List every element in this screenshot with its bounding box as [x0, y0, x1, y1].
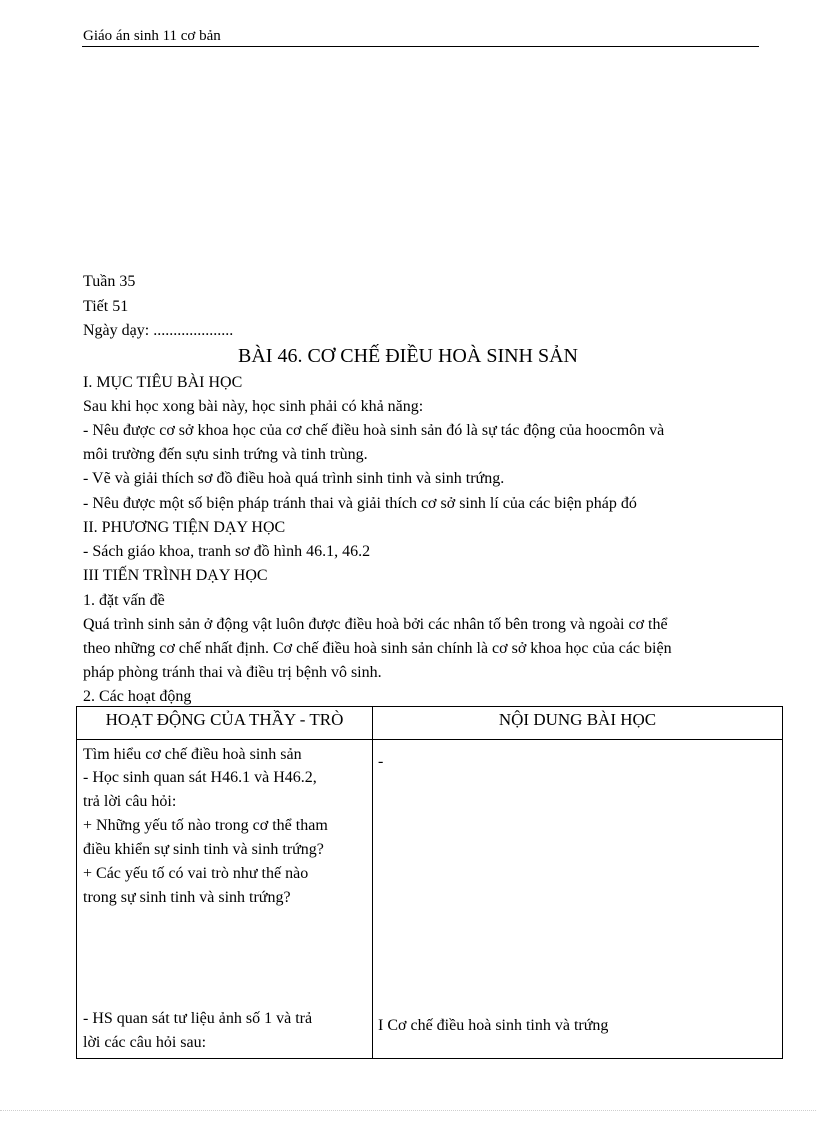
cell-text-line: I Cơ chế điều hoà sinh tinh và trứng	[378, 1017, 609, 1034]
body-text-line: - Vẽ và giải thích sơ đồ điều hoà quá trình sinh tinh và sinh trứng.	[83, 470, 505, 487]
table-header-activities: HOẠT ĐỘNG CỦA THẦY - TRÒ	[77, 707, 373, 740]
activities-cell	[77, 740, 373, 1059]
cell-text-line: - Học sinh quan sát H46.1 và H46.2,	[83, 769, 317, 786]
body-text-line: - Nêu được một số biện pháp tránh thai và giải thích cơ sở sinh lí của các biện pháp đó	[83, 495, 637, 512]
header-rule	[82, 46, 759, 47]
section-materials-heading: II. PHƯƠNG TIỆN DẠY HỌC	[83, 519, 286, 536]
body-text-line: pháp phòng tránh thai và điều trị bệnh vô sinh.	[83, 664, 382, 681]
week-label: Tuần 35	[83, 273, 136, 290]
date-label: Ngày dạy: ....................	[83, 322, 234, 339]
cell-text-line: điều khiển sự sinh tinh và sinh trứng?	[83, 841, 324, 858]
table-header-content: NỘI DUNG BÀI HỌC	[373, 707, 783, 740]
cell-text-line: trong sự sinh tinh và sinh trứng?	[83, 889, 291, 906]
section-process-heading: III TIẾN TRÌNH DẠY HỌC	[83, 567, 268, 584]
cell-text-line: trả lời câu hỏi:	[83, 793, 177, 810]
content-cell	[373, 740, 783, 1059]
cell-text-line: - HS quan sát tư liệu ảnh số 1 và trả	[83, 1010, 313, 1027]
subsection-heading: 1. đặt vấn đề	[83, 592, 165, 609]
cell-text-line: + Những yếu tố nào trong cơ thể tham	[83, 817, 328, 834]
table-row	[77, 740, 783, 1059]
lesson-table	[76, 706, 783, 1059]
body-text-line: - Sách giáo khoa, tranh sơ đồ hình 46.1, 46.2	[83, 543, 371, 560]
subsection-heading: 2. Các hoạt động	[83, 688, 192, 705]
body-text-line: Sau khi học xong bài này, học sinh phải có khả năng:	[83, 398, 424, 415]
section-objectives-heading: I. MỤC TIÊU BÀI HỌC	[83, 374, 243, 391]
period-label: Tiết 51	[83, 298, 129, 315]
body-text-line: Quá trình sinh sản ở động vật luôn được điều hoà bởi các nhân tố bên trong và ngoài cơ thể	[83, 616, 668, 633]
body-text-line: - Nêu được cơ sở khoa học của cơ chế điều hoà sinh sản đó là sự tác động của hoocmôn và	[83, 422, 665, 439]
cell-text-line: -	[378, 753, 384, 770]
cell-text-line: Tìm hiểu cơ chế điều hoà sinh sản	[83, 746, 302, 763]
header-text: Giáo án sinh 11 cơ bản	[83, 28, 221, 44]
cell-text-line: lời các câu hỏi sau:	[83, 1034, 207, 1051]
lesson-title: BÀI 46. CƠ CHẾ ĐIỀU HOÀ SINH SẢN	[238, 345, 578, 367]
body-text-line: theo những cơ chế nhất định. Cơ chế điều hoà sinh sản chính là cơ sở khoa học của các biện	[83, 640, 672, 657]
cell-text-line: + Các yếu tố có vai trò như thế nào	[83, 865, 309, 882]
page-edge	[0, 1110, 816, 1112]
body-text-line: môi trường đến sựu sinh trứng và tinh trùng.	[83, 446, 368, 463]
table-header-row	[77, 707, 783, 740]
